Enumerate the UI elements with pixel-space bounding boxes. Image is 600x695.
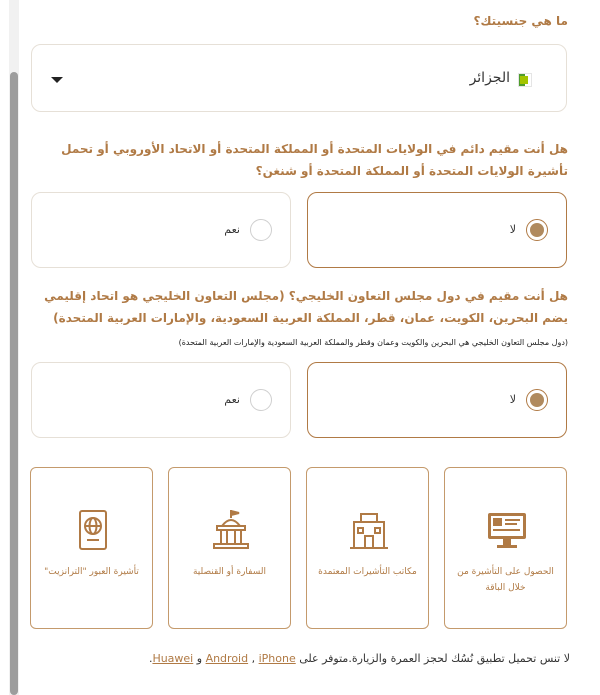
card-transit-visa[interactable] [30, 467, 153, 629]
caret-down-icon [51, 77, 63, 83]
passport-icon [71, 508, 115, 552]
footer-text: لا تنس تحميل تطبيق نُسُك لحجز العمرة والزيارة.متوفر على [299, 652, 570, 665]
computer-visa-icon [485, 508, 529, 552]
residency-question: هل أنت مقيم دائم في الولايات المتحدة أو المملكة المتحدة أو الاتحاد الأوروبي أو تحمل تأشيرة الولايات المتحدة أو المملكة المتحدة أو شنغن؟ [61, 142, 568, 178]
radio-empty-icon[interactable] [250, 219, 272, 241]
nationality-select[interactable] [31, 44, 567, 112]
gcc-option-no[interactable] [307, 362, 567, 438]
card-label: السفارة أو القنصلية [192, 567, 267, 577]
office-building-icon [347, 508, 391, 552]
algeria-flag-icon [518, 73, 532, 87]
card-visa-offices[interactable] [306, 467, 429, 629]
card-package-visa[interactable] [444, 467, 567, 629]
card-label: تأشيرة العبور "الترانزيت" [44, 567, 139, 577]
residency-yes-label: نعم [224, 223, 240, 236]
gcc-note: (دول مجلس التعاون الخليجي هي البحرين والكويت وعمان وقطر والمملكة العربية السعودية والإمارات العربية المتحدة) [178, 338, 568, 347]
radio-empty-icon[interactable] [250, 389, 272, 411]
residency-option-no[interactable] [307, 192, 567, 268]
android-link[interactable]: Android [205, 652, 249, 665]
footer-comma: , [251, 652, 256, 665]
footer-and: و [196, 652, 203, 665]
nationality-value: الجزائر [469, 70, 510, 86]
huawei-link[interactable]: Huawei [152, 652, 194, 665]
footer-end: . [148, 652, 153, 665]
nationality-question: ما هي جنسيتك؟ [473, 14, 568, 28]
card-embassy[interactable] [168, 467, 291, 629]
gcc-question: هل أنت مقيم في دول مجلس التعاون الخليجي؟ (مجلس التعاون الخليجي هو اتحاد إقليمي يضم البحرين، الكويت، عمان، قطر، المملكة العربية السعودية، والإمارات العربية المتحدة) [44, 289, 568, 325]
iphone-link[interactable]: iPhone [258, 652, 296, 665]
embassy-icon [209, 508, 253, 552]
radio-selected-icon[interactable] [526, 389, 548, 411]
gcc-yes-label: نعم [224, 393, 240, 406]
app-download-note [149, 652, 570, 665]
gcc-option-yes[interactable] [31, 362, 291, 438]
residency-option-yes[interactable] [31, 192, 291, 268]
gcc-no-label: لا [509, 393, 516, 406]
radio-selected-icon[interactable] [526, 219, 548, 241]
residency-no-label: لا [509, 223, 516, 236]
card-label: مكاتب التأشيرات المعتمدة [318, 567, 417, 577]
card-label: الحصول على التأشيرة من خلال الباقة [457, 567, 554, 593]
